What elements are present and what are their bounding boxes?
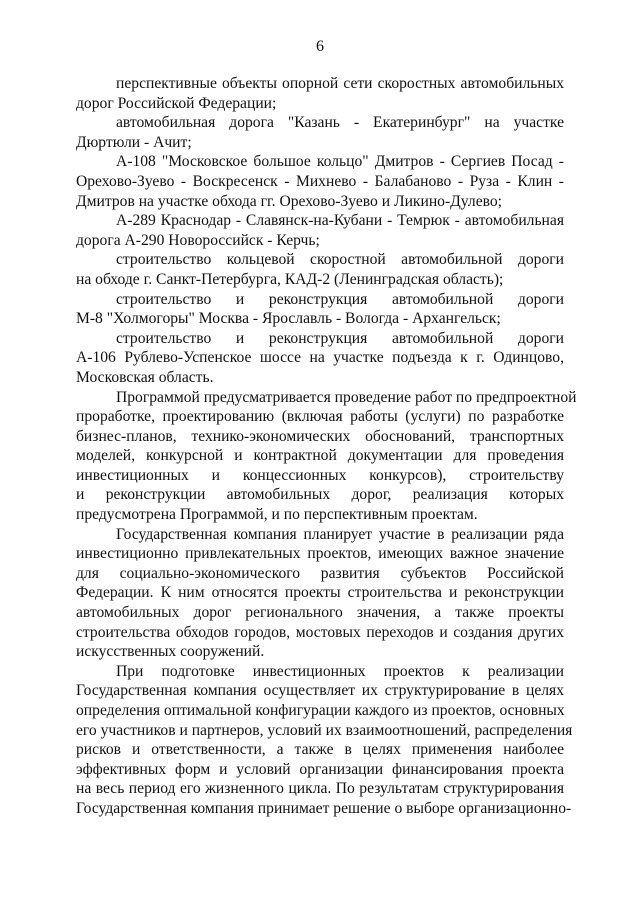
text-line: автомобильных дорог регионального значения, а также проекты: [76, 604, 564, 622]
text-line: Государственная компания принимает решение о выборе организационно-: [76, 799, 572, 817]
text-line: Дюртюли - Ачит;: [76, 133, 192, 151]
paragraph: [76, 525, 564, 662]
document-body: [76, 74, 577, 819]
text-line: для социально-экономического развития субъектов Российской: [76, 564, 564, 582]
text-line: моделей, конкурсной и контрактной документации для проведения: [76, 447, 564, 465]
text-line: автомобильная дорога "Казань - Екатеринбург" на участке: [116, 114, 564, 132]
text-line: и реконструкции автомобильных дорог, реализация которых: [76, 486, 564, 504]
paragraph: [76, 250, 564, 289]
text-line: на весь период его жизненного цикла. По результатам структурирования: [76, 780, 564, 798]
text-line: Дмитров на участке обхода гг. Орехово-Зуево и Ликино-Дулево;: [76, 192, 503, 210]
text-line: Программой предусматривается проведение работ по предпроектной: [116, 388, 577, 406]
text-line: М-8 "Холмогоры" Москва - Ярославль - Вологда - Архангельск;: [76, 310, 501, 328]
text-line: его участников и партнеров, условий их взаимоотношений, распределения: [76, 721, 573, 739]
text-line: А-106 Рублево-Успенское шоссе на участке подъезда к г. Одинцово,: [76, 349, 564, 367]
text-line: строительство кольцевой скоростной автомобильной дороги: [116, 251, 564, 269]
text-line: При подготовке инвестиционных проектов к реализации: [116, 662, 564, 680]
text-line: строительство и реконструкция автомобильной дороги: [116, 329, 564, 347]
text-line: рисков и ответственности, а также в целях применения наиболее: [76, 741, 564, 759]
paragraph: [76, 152, 564, 211]
text-line: искусственных сооружений.: [76, 643, 265, 661]
text-line: предусмотрена Программой, и по перспективным проектам.: [76, 506, 478, 524]
text-line: дорог Российской Федерации;: [76, 94, 277, 112]
text-line: Московская область.: [76, 368, 214, 386]
paragraph: [76, 74, 564, 113]
text-line: определения оптимальной конфигурации каждого из проектов, основных: [76, 702, 565, 719]
text-line: бизнес-планов, технико-экономических обоснований, транспортных: [76, 427, 564, 445]
paragraph: [76, 388, 577, 525]
text-line: А-108 "Московское большое кольцо" Дмитров - Сергиев Посад -: [116, 153, 564, 171]
text-line: инвестиционно привлекательных проектов, имеющих важное значение: [76, 545, 564, 563]
paragraph: [76, 290, 564, 329]
page-number: 6: [316, 38, 324, 55]
text-line: инвестиционных и концессионных конкурсов), строительству: [76, 466, 564, 484]
text-line: на обходе г. Санкт-Петербурга, КАД-2 (Ленинградская область);: [76, 270, 504, 288]
text-line: проработке, проектированию (включая работы (услуги) по разработке: [76, 408, 564, 426]
text-line: Государственная компания планирует участие в реализации ряда: [116, 525, 564, 543]
text-line: эффективных форм и условий организации финансирования проекта: [76, 760, 564, 778]
paragraph: [76, 329, 564, 388]
text-line: строительства обходов городов, мостовых переходов и создания других: [76, 623, 564, 641]
text-line: Федерации. К ним относятся проекты строительства и реконструкции: [76, 584, 564, 602]
text-line: Государственная компания осуществляет их структурирование в целях: [76, 682, 564, 700]
paragraph: [76, 113, 564, 152]
text-line: строительство и реконструкция автомобильной дороги: [116, 290, 564, 308]
text-line: перспективные объекты опорной сети скоростных автомобильных: [116, 75, 564, 92]
text-line: А-289 Краснодар - Славянск-на-Кубани - Темрюк - автомобильная: [116, 212, 564, 230]
text-line: дорога А-290 Новороссийск - Керчь;: [76, 231, 320, 249]
paragraph: [76, 662, 573, 819]
text-line: Орехово-Зуево - Воскресенск - Михнево - Балабаново - Руза - Клин -: [76, 172, 564, 190]
paragraph: [76, 211, 564, 250]
